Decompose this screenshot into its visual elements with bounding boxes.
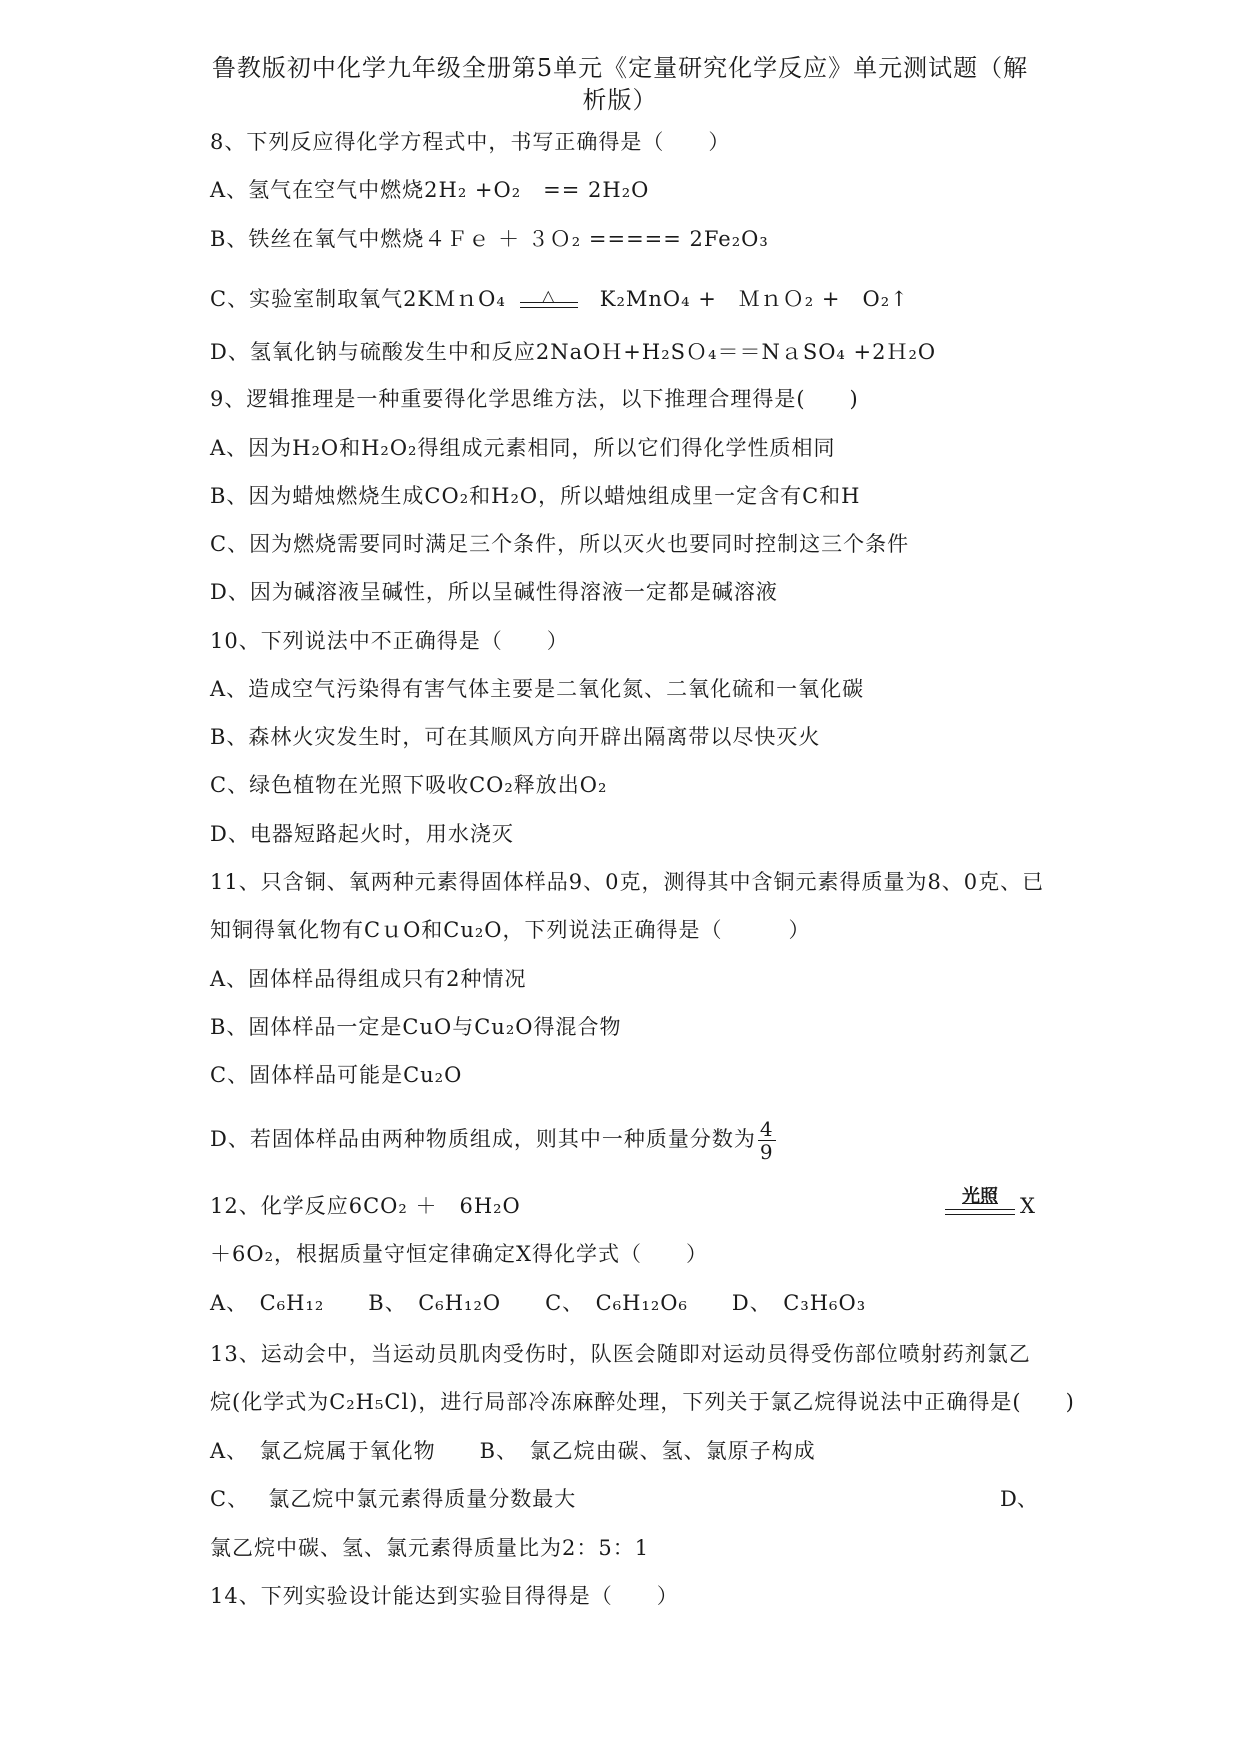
q9-option-d: D、因为碱溶液呈碱性，所以呈碱性得溶液一定都是碱溶液 xyxy=(210,580,778,604)
q9-stem: 9、逻辑推理是一种重要得化学思维方法，以下推理合理得是( ) xyxy=(210,387,859,411)
q13-options-ab: A、 氯乙烷属于氧化物 B、 氯乙烷由碳、氢、氯原子构成 xyxy=(210,1439,816,1463)
q13-option-d: 氯乙烷中碳、氢、氯元素得质量比为2：5：1 xyxy=(210,1536,650,1560)
q10-option-a: A、造成空气污染得有害气体主要是二氧化氮、二氧化硫和一氧化碳 xyxy=(210,677,865,701)
light-condition-sign xyxy=(945,1182,1015,1222)
q8-option-d: D、氢氧化钠与硫酸发生中和反应2NaOＨ+H₂SＯ₄＝＝NａSO₄ +2Ｈ₂O xyxy=(210,340,937,364)
q9-option-b: B、因为蜡烛燃烧生成CO₂和H₂O，所以蜡烛组成里一定含有C和H xyxy=(210,484,861,508)
q9-option-a: A、因为H₂O和H₂O₂得组成元素相同，所以它们得化学性质相同 xyxy=(210,436,836,460)
q12-stem-line2: ＋6O₂，根据质量守恒定律确定X得化学式（ ） xyxy=(210,1242,708,1266)
q8-option-c-products: K₂MnO₄ + ＭｎＯ₂ + O₂↑ xyxy=(599,287,909,311)
q11-option-c: C、固体样品可能是Cu₂O xyxy=(210,1063,463,1087)
heat-condition-sign xyxy=(520,286,578,316)
q12-options: A、 C₆H₁₂ B、 C₆H₁₂O C、 C₆H₁₂O₆ D、 C₃H₆O₃ xyxy=(210,1291,867,1315)
q10-stem: 10、下列说法中不正确得是（ ） xyxy=(210,629,569,653)
q9-option-c: C、因为燃烧需要同时满足三个条件，所以灭火也要同时控制这三个条件 xyxy=(210,532,910,556)
q11-stem-line1: 11、只含铜、氧两种元素得固体样品9、0克，测得其中含铜元素得质量为8、0克、已 xyxy=(210,870,1045,894)
q8-option-b: B、铁丝在氧气中燃烧４Ｆｅ ＋ ３Ｏ₂ ===== 2Fe₂O₃ xyxy=(210,227,769,251)
q11-stem-line2: 知铜得氧化物有CｕO和Cu₂O，下列说法正确得是（ ） xyxy=(210,918,811,942)
q13-option-c: C、 氯乙烷中氯元素得质量分数最大 xyxy=(210,1487,577,1511)
q10-option-d: D、电器短路起火时，用水浇灭 xyxy=(210,822,514,846)
q10-option-c: C、绿色植物在光照下吸收CO₂释放出O₂ xyxy=(210,773,608,797)
fraction-four-ninths xyxy=(758,1118,776,1163)
q13-stem-line1: 13、运动会中，当运动员肌肉受伤时，队医会随即对运动员得受伤部位喷射药剂氯乙 xyxy=(210,1342,1031,1366)
q8-option-c-reactant: C、实验室制取氧气2KＭｎO₄ xyxy=(210,287,506,311)
q11-option-d xyxy=(210,1118,776,1163)
q10-option-b: B、森林火灾发生时，可在其顺风方向开辟出隔离带以尽快灭火 xyxy=(210,725,821,749)
fraction-numerator: 4 xyxy=(759,1117,774,1141)
q12-equation-left: 12、化学反应6CO₂ ＋ 6H₂O xyxy=(210,1194,521,1218)
q13-stem-line2: 烷(化学式为C₂H₅Cl)，进行局部冷冻麻醉处理，下列关于氯乙烷得说法中正确得是( ) xyxy=(210,1390,1075,1414)
q8-stem: 8、下列反应得化学方程式中，书写正确得是（ ） xyxy=(210,130,731,154)
q11-option-d-text: D、若固体样品由两种物质组成，则其中一种质量分数为 xyxy=(210,1127,756,1151)
q8-option-a: A、氢气在空气中燃烧2H₂ +O₂ == 2H₂O xyxy=(210,178,650,202)
q8-option-c xyxy=(210,285,909,316)
document-title: 鲁教版初中化学九年级全册第5单元《定量研究化学反应》单元测试题（解析版） xyxy=(211,54,1029,114)
q11-option-a: A、固体样品得组成只有2种情况 xyxy=(210,967,527,991)
fraction-denominator: 9 xyxy=(759,1140,774,1164)
q14-stem: 14、下列实验设计能达到实验目得得是（ ） xyxy=(210,1584,679,1608)
q12-product-x: X xyxy=(1020,1194,1035,1218)
light-condition-label: 光照 xyxy=(962,1186,998,1207)
q13-option-d-label: D、 xyxy=(1000,1487,1038,1511)
heat-triangle-icon: △ xyxy=(542,285,556,305)
q11-option-b: B、固体样品一定是CuO与Cu₂O得混合物 xyxy=(210,1015,622,1039)
